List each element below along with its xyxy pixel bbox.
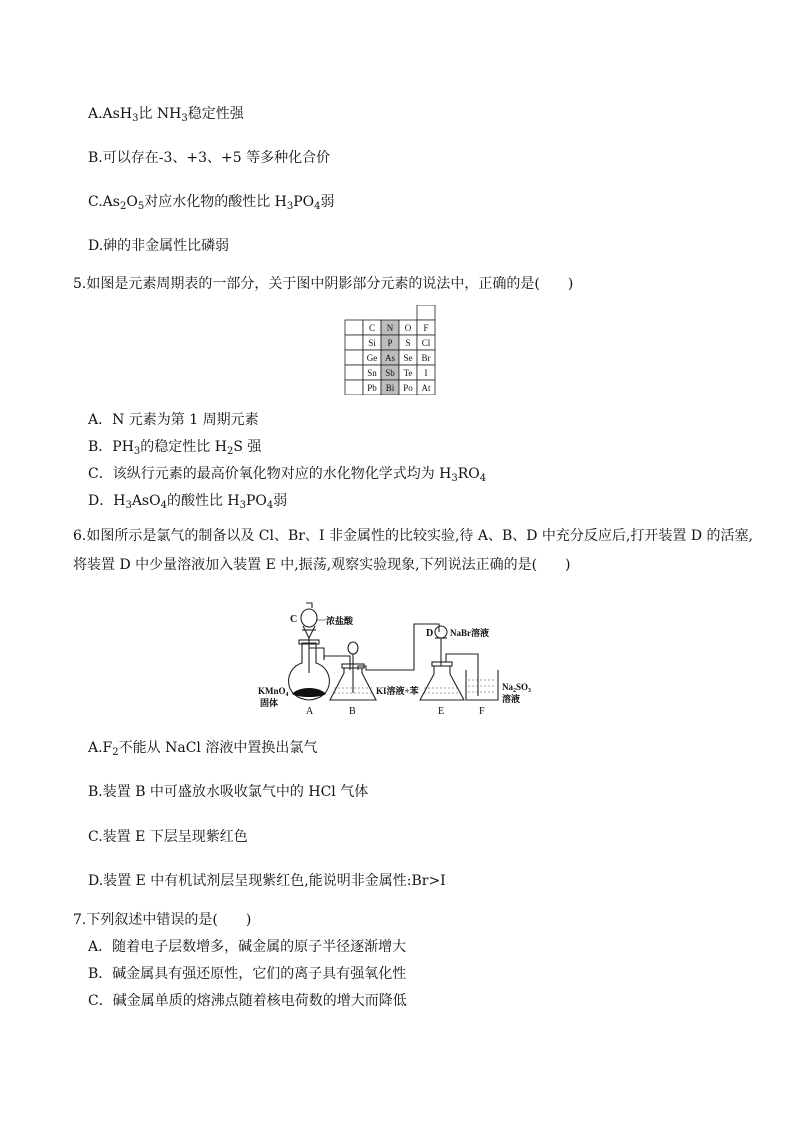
label-hcl: 浓盐酸 xyxy=(326,616,354,626)
label-c: C xyxy=(290,614,298,625)
periodic-table-symbol: Br xyxy=(421,353,431,363)
periodic-table-empty-cell xyxy=(345,335,363,350)
periodic-table-corner-cell xyxy=(417,305,435,320)
periodic-table-fragment xyxy=(344,305,440,395)
periodic-table-empty-cell xyxy=(345,320,363,335)
q6-stem-line1: 6.如图所示是氯气的制备以及 Cl、Br、I 非金属性的比较实验,待 A、B、D 中充分反应后,打开装置 D 的活塞, xyxy=(73,528,753,544)
periodic-table-empty-cell xyxy=(345,380,363,395)
label-b: B xyxy=(349,706,356,717)
periodic-table-symbol: Se xyxy=(403,353,413,363)
periodic-table-symbol: C xyxy=(368,323,376,333)
q6-option-b: B.装置 B 中可盛放水吸收氯气中的 HCl 气体 xyxy=(88,784,369,800)
q7-option-c: C．碱金属单质的熔沸点随着核电荷数的增大而降低 xyxy=(88,993,407,1009)
flask-e-stopper xyxy=(432,662,452,666)
funnel-c-neck-top xyxy=(306,603,312,608)
periodic-table-symbol: F xyxy=(423,323,429,333)
periodic-table-symbol: Ge xyxy=(366,353,378,363)
label-a: A xyxy=(306,706,314,717)
label-e: E xyxy=(438,706,445,717)
q4-option-b: B.可以存在-3、+3、+5 等多种化合价 xyxy=(88,150,331,166)
flask-e xyxy=(420,666,464,700)
label-ki-benzene: KI溶液+苯 xyxy=(376,686,419,696)
label-na2so3: $Na_2SO_3$ xyxy=(502,682,532,694)
q7-option-b: B．碱金属具有强还原性，它们的离子具有强氧化性 xyxy=(88,966,407,982)
label-d: D xyxy=(426,628,434,639)
lab-apparatus-diagram xyxy=(254,598,544,720)
periodic-table-symbol: As xyxy=(384,353,396,363)
bottle-b-funnel xyxy=(348,642,358,654)
funnel-c-bulb xyxy=(301,609,317,627)
funnel-d-bulb xyxy=(435,626,447,638)
periodic-table-symbol: N xyxy=(386,323,394,333)
periodic-table-symbol: Sn xyxy=(367,368,377,378)
periodic-table-symbol: Po xyxy=(403,383,413,393)
periodic-table-cells xyxy=(345,320,435,395)
label-kmno4: KMnO$_4$ xyxy=(258,686,289,698)
periodic-table-symbol: Pb xyxy=(367,383,377,393)
beaker-f xyxy=(466,670,498,700)
q6-option-d: D.装置 E 中有机试剂层呈现紫红色,能说明非金属性:Br>I xyxy=(88,873,446,889)
label-solution: 溶液 xyxy=(502,694,521,704)
label-f: F xyxy=(479,706,485,717)
q7-option-a: A．随着电子层数增多，碱金属的原子半径逐渐增大 xyxy=(88,939,407,955)
periodic-table-symbol: Si xyxy=(368,338,376,348)
periodic-table-symbol: Bi xyxy=(385,383,395,393)
q5-option-d: D．$H_3AsO_4$的酸性比 $H_3PO_4$弱 xyxy=(88,493,288,511)
label-nabr: NaBr溶液 xyxy=(450,628,489,638)
q4-option-d: D.砷的非金属性比磷弱 xyxy=(88,238,230,254)
funnel-c-cone xyxy=(303,626,315,638)
q5-option-b: B．$PH_3$的稳定性比 $H_2S$ 强 xyxy=(88,439,262,457)
periodic-table-symbol: Sb xyxy=(385,368,395,378)
periodic-table-symbol: P xyxy=(387,338,393,348)
periodic-table-symbol: Te xyxy=(403,368,413,378)
solid-in-flask-a xyxy=(292,688,326,697)
periodic-table-empty-cell xyxy=(345,350,363,365)
q4-option-a: A.AsH$_3$比 $NH_3$稳定性强 xyxy=(88,106,244,124)
label-solid: 固体 xyxy=(260,698,279,708)
periodic-table-symbol: At xyxy=(421,383,431,393)
q5-stem: 5.如图是元素周期表的一部分，关于图中阴影部分元素的说法中，正确的是( ) xyxy=(73,276,574,292)
q7-stem: 7.下列叙述中错误的是( ) xyxy=(73,912,252,928)
q4-option-c: $C.As_2O_5$对应水化物的酸性比 $H_3PO_4$弱 xyxy=(88,194,335,212)
periodic-table-symbol: Cl xyxy=(421,338,431,348)
q6-stem-line2: 将装置 D 中少量溶液加入装置 E 中,振荡,观察实验现象,下列说法正确的是( ) xyxy=(73,557,571,573)
q5-option-c: C．该纵行元素的最高价氧化物对应的水化物化学式均为 $H_3RO_4$ xyxy=(88,466,487,484)
periodic-table-symbol: I xyxy=(424,368,428,378)
periodic-table-empty-cell xyxy=(345,365,363,380)
q5-option-a: A．N 元素为第 1 周期元素 xyxy=(88,412,259,428)
periodic-table-symbol: O xyxy=(404,323,412,333)
q6-option-a: $A.F_2$不能从 NaCl 溶液中置换出氯气 xyxy=(88,740,318,758)
q6-option-c: C.装置 E 下层呈现紫红色 xyxy=(88,829,248,845)
periodic-table-symbol: S xyxy=(405,338,411,348)
